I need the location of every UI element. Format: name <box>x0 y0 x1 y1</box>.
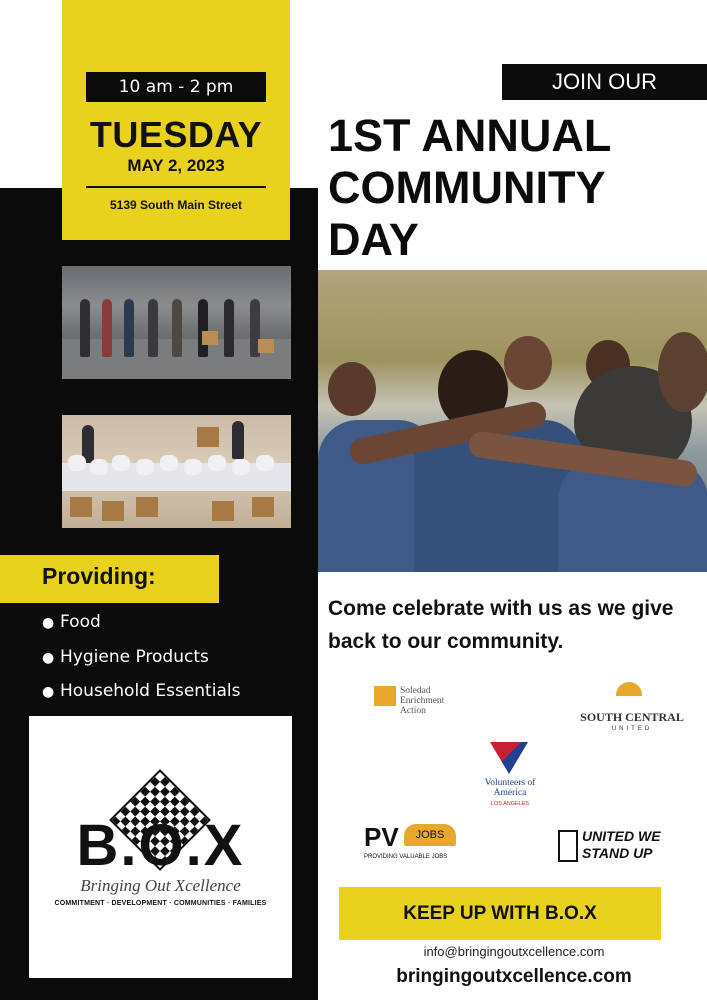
bullet-icon: ● <box>42 684 55 700</box>
sponsor-name: SOUTH CENTRAL <box>580 710 684 724</box>
photo-box <box>202 331 218 345</box>
sponsor-subtitle: UNITED <box>611 726 653 732</box>
divider <box>86 186 266 188</box>
fist-icon <box>558 830 578 862</box>
photo-box <box>212 501 234 521</box>
photo-head <box>328 362 376 416</box>
food-line-photo <box>62 266 291 379</box>
sponsor-soledad-logo <box>370 682 466 730</box>
event-date: MAY 2, 2023 <box>127 156 225 175</box>
voa-chevron-icon <box>490 742 528 774</box>
photo-bag <box>232 459 250 475</box>
sponsor-name: Soledad Enrichment Action <box>400 686 445 716</box>
photo-figure <box>172 299 182 357</box>
photo-figure <box>80 299 90 357</box>
photo-figure <box>198 299 208 357</box>
photo-bag <box>256 455 274 471</box>
bullet-icon: ● <box>42 615 55 631</box>
photo-head <box>658 332 707 412</box>
logo-wordmark: B.O.X <box>76 813 245 878</box>
sun-icon <box>616 682 642 696</box>
photo-box <box>252 497 274 517</box>
logo-motto: COMMITMENT · DEVELOPMENT · COMMUNITIES · FAMILIES <box>54 900 267 907</box>
photo-bag <box>112 455 130 471</box>
sponsor-name: UNITED WE STAND UP <box>582 828 661 861</box>
event-time: 10 am - 2 pm <box>86 72 266 102</box>
sponsor-united-we-stand-up-logo <box>558 828 666 868</box>
keep-up-banner: KEEP UP WITH B.O.X <box>339 887 661 940</box>
join-label: JOIN OUR <box>502 64 707 100</box>
website-link[interactable]: bringingoutxcellence.com <box>396 966 632 987</box>
photo-bag <box>90 459 108 475</box>
community-huddle-photo <box>318 270 707 572</box>
photo-figure <box>102 299 112 357</box>
event-date-card <box>62 0 290 240</box>
photo-bag <box>184 459 202 475</box>
providing-list <box>42 612 240 716</box>
sponsor-name: Volunteers of America <box>484 778 536 798</box>
sponsor-pv-jobs-logo <box>364 822 464 864</box>
sponsor-voa-logo <box>470 740 550 810</box>
list-item <box>42 681 240 716</box>
list-item-label: Household Essentials <box>60 681 241 701</box>
sponsor-name: PV <box>364 822 399 852</box>
event-address: 5139 South Main Street <box>109 198 243 212</box>
photo-head <box>504 336 552 390</box>
photo-figure <box>232 421 244 459</box>
bullet-icon: ● <box>42 649 55 666</box>
providing-title: Providing: <box>42 563 156 589</box>
photo-bag <box>160 455 178 471</box>
photo-box <box>197 427 219 447</box>
jobs-badge: JOBS <box>404 824 456 846</box>
packing-photo <box>62 415 291 528</box>
photo-box <box>136 497 158 517</box>
event-tagline: Come celebrate with us as we give back to our community. <box>328 597 674 653</box>
list-item <box>42 647 240 682</box>
soledad-icon <box>374 686 396 706</box>
page-title: 1ST ANNUAL COMMUNITY DAY <box>328 110 611 265</box>
photo-box <box>258 339 274 353</box>
list-item <box>42 612 240 647</box>
contact-email[interactable]: info@bringingoutxcellence.com <box>423 944 605 959</box>
photo-figure <box>124 299 134 357</box>
list-item-label: Food <box>60 612 101 632</box>
list-item-label: Hygiene Products <box>60 646 209 667</box>
sponsor-subtitle: LOS ANGELES <box>490 801 530 807</box>
photo-box <box>102 501 124 521</box>
sponsor-subtitle: PROVIDING VALUABLE JOBS <box>364 854 448 860</box>
event-day: TUESDAY <box>89 114 263 155</box>
sponsor-south-central-logo <box>578 680 686 736</box>
photo-box <box>70 497 92 517</box>
photo-figure <box>148 299 158 357</box>
providing-banner <box>0 555 219 603</box>
photo-figure <box>224 299 234 357</box>
photo-bag <box>68 455 86 471</box>
box-logo-card <box>29 716 292 978</box>
photo-bag <box>136 459 154 475</box>
logo-tagline: Bringing Out Xcellence <box>80 876 241 895</box>
photo-bag <box>208 455 226 471</box>
